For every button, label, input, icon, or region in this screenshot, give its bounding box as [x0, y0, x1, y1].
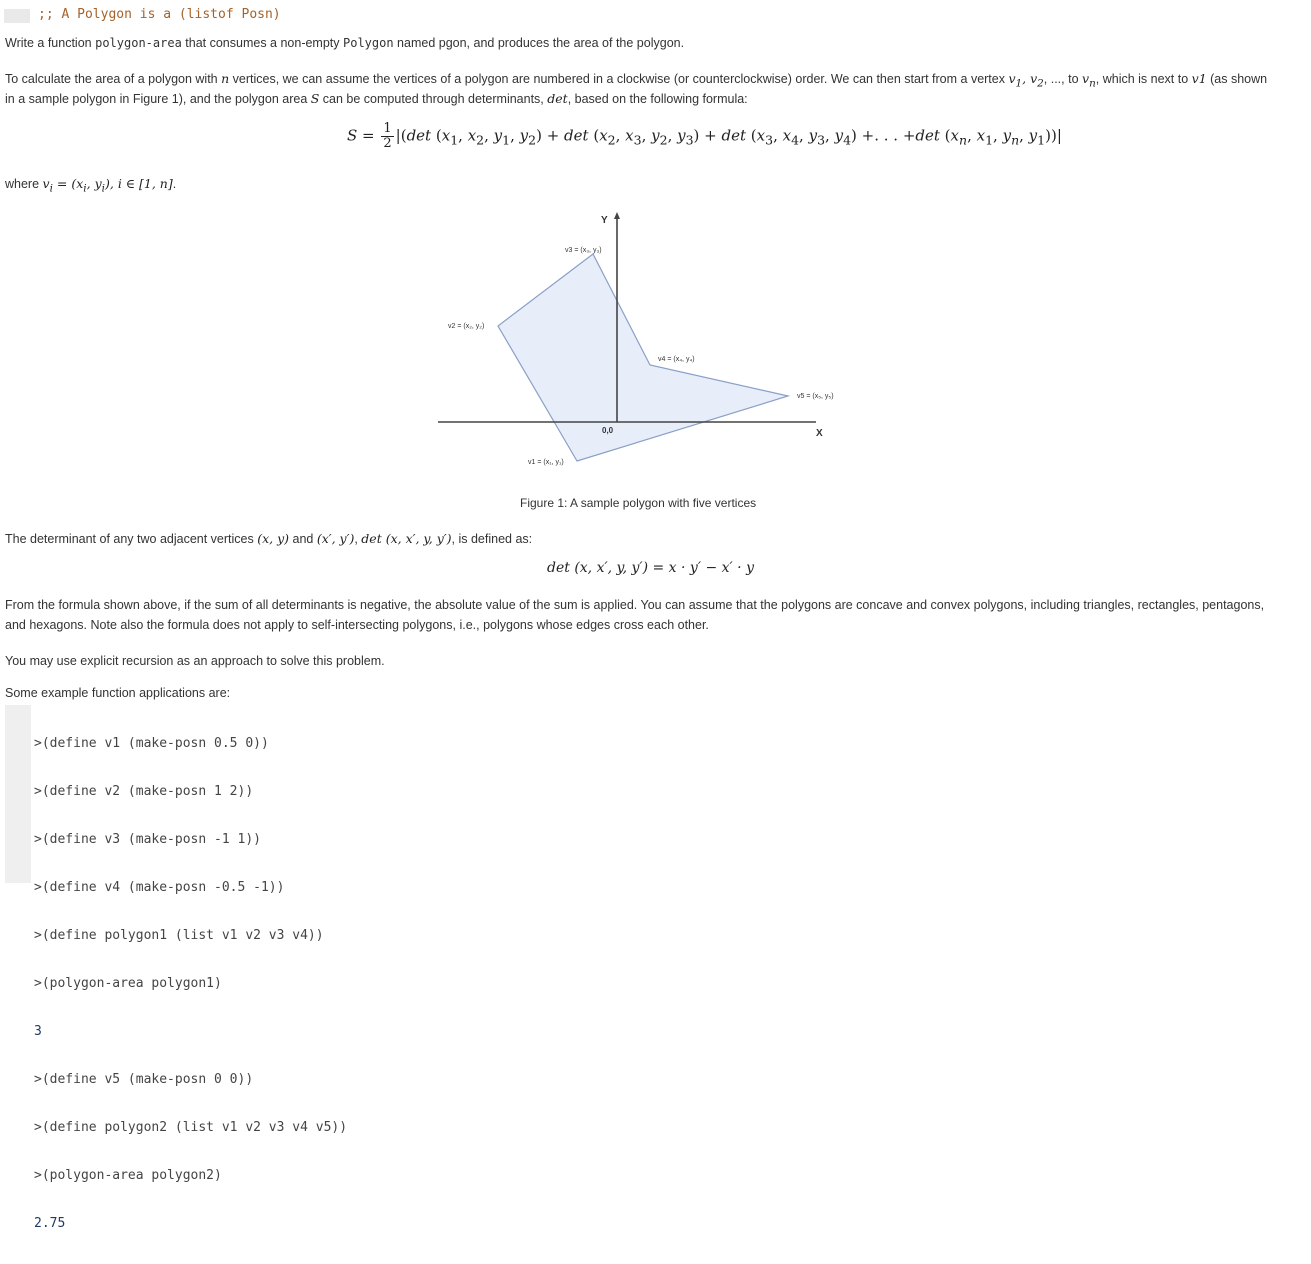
math-S: S: [310, 91, 320, 106]
y-axis-arrow: [614, 212, 620, 219]
vertex-label-v4: v4 = (x₄, y₄): [658, 356, 695, 363]
header-code-block: [4, 6, 404, 26]
examples-code-block: [34, 704, 347, 1264]
method-text-3: , ..., to: [1043, 72, 1082, 86]
math-det: det: [547, 91, 568, 106]
example-line: >(define v3 (make-posn -1 1)): [34, 832, 261, 847]
det-text-1: The determinant of any two adjacent vertices: [5, 532, 258, 546]
axis-label-y: Y: [601, 215, 608, 226]
intro-paragraph: [5, 33, 684, 53]
method-paragraph-line2: [5, 89, 748, 109]
intro-text-3: named pgon, and produces the area of the polygon.: [393, 36, 685, 50]
polygon-shape: [498, 254, 788, 461]
example-line: >(define v2 (make-posn 1 2)): [34, 784, 254, 799]
method-text-4: , which is next to: [1095, 72, 1192, 86]
vertex-label-v3: v3 = (x₃, y₃): [565, 247, 602, 254]
example-line: >(define polygon1 (list v1 v2 v3 v4)): [34, 928, 324, 943]
method-text-2: vertices, we can assume the vertices of a polygon are numbered in a clockwise (or counterclockwise) order. We can then start from a vertex: [229, 72, 1009, 86]
example-line: >(define v4 (make-posn -0.5 -1)): [34, 880, 285, 895]
example-line: >(polygon-area polygon1): [34, 976, 222, 991]
det-text-4: , is defined as:: [451, 532, 533, 546]
method-text-8: , based on the following formula:: [567, 92, 748, 106]
math-vn: $v_n$: [1082, 71, 1096, 90]
figure-caption: Figure 1: A sample polygon with five vertices: [520, 496, 757, 510]
math-v1: v1: [1191, 71, 1207, 86]
polygon-type-comment: ;; A Polygon is a (listof Posn): [38, 7, 281, 22]
math-n: n: [221, 71, 230, 86]
type-name: Polygon: [343, 36, 394, 50]
method-text-6: in a sample polygon in Figure 1), and the polygon area: [5, 92, 311, 106]
math-v1-v2: $v_1$, $v_2$: [1008, 71, 1044, 90]
function-name: polygon-area: [95, 36, 182, 50]
intro-text-1: Write a function: [5, 36, 96, 50]
example-result: 3: [34, 1024, 42, 1039]
vertex-label-v1: v1 = (x₁, y₁): [528, 459, 564, 466]
method-text-7: can be computed through determinants,: [319, 92, 548, 106]
area-formula: S = $\frac{1}{2}$ |(det ($x_1$, $x_2$, $y_1$, $y_2) + \det (x_2$, $x_3$, $y_2$, $y_3) + \det (x_3$, $x_4$, $y_3$, $y_4$) +. . . +det ($x_n$, $x_1$, $y_n$, $y_1))|$: [347, 121, 1062, 151]
code-gutter: [4, 9, 30, 23]
axis-label-x: X: [816, 428, 823, 439]
det-text-2: and: [289, 532, 317, 546]
math-det-def: det (x, x′, y, y′): [361, 531, 452, 546]
example-line: >(define polygon2 (list v1 v2 v3 v4 v5)): [34, 1120, 348, 1135]
example-result: 2.75: [34, 1216, 66, 1231]
vertex-label-v2: v2 = (x₂, y₂): [448, 323, 485, 330]
math-xy-prime: (x′, y′): [316, 531, 355, 546]
determinant-paragraph: [5, 529, 532, 549]
recursion-note: You may use explicit recursion as an approach to solve this problem.: [5, 654, 385, 668]
vertex-label-v5: v5 = (x₅, y₅): [797, 393, 834, 400]
math-vi-definition: $v_i = (x_i$, $y_i$), i ∈ [1, n]: [42, 176, 173, 195]
examples-heading: Some example function applications are:: [5, 686, 231, 700]
where-text: where: [5, 177, 40, 191]
polygon-figure: [430, 208, 850, 478]
example-line: >(define v5 (make-posn 0 0)): [34, 1072, 254, 1087]
example-line: >(polygon-area polygon2): [34, 1168, 222, 1183]
notes-paragraph-line1: From the formula shown above, if the sum of all determinants is negative, the absolute value of the sum is applied. You can assume that the polygons are concave and convex polygons, including triangles, rectangles, pentagons,: [5, 598, 1265, 612]
examples-gutter: [5, 705, 31, 883]
example-line: >(define v1 (make-posn 0.5 0)): [34, 736, 269, 751]
intro-text-2: that consumes a non-empty: [181, 36, 343, 50]
origin-label: 0,0: [602, 426, 614, 435]
math-xy: (x, y): [257, 531, 290, 546]
notes-paragraph-line2: and hexagons. Note also the formula does not apply to self-intersecting polygons, i.e., polygons whose edges cross each other.: [5, 618, 709, 632]
method-text-1: To calculate the area of a polygon with: [5, 72, 222, 86]
method-text-5: (as shown: [1206, 72, 1268, 86]
where-line: where $v_i = (x_i$, $y_i$), i ∈ [1, n].: [5, 176, 177, 195]
determinant-formula: det (x, x′, y, y′) = x · y′ − x′ · y: [547, 560, 754, 576]
det-text-3: ,: [354, 532, 362, 546]
